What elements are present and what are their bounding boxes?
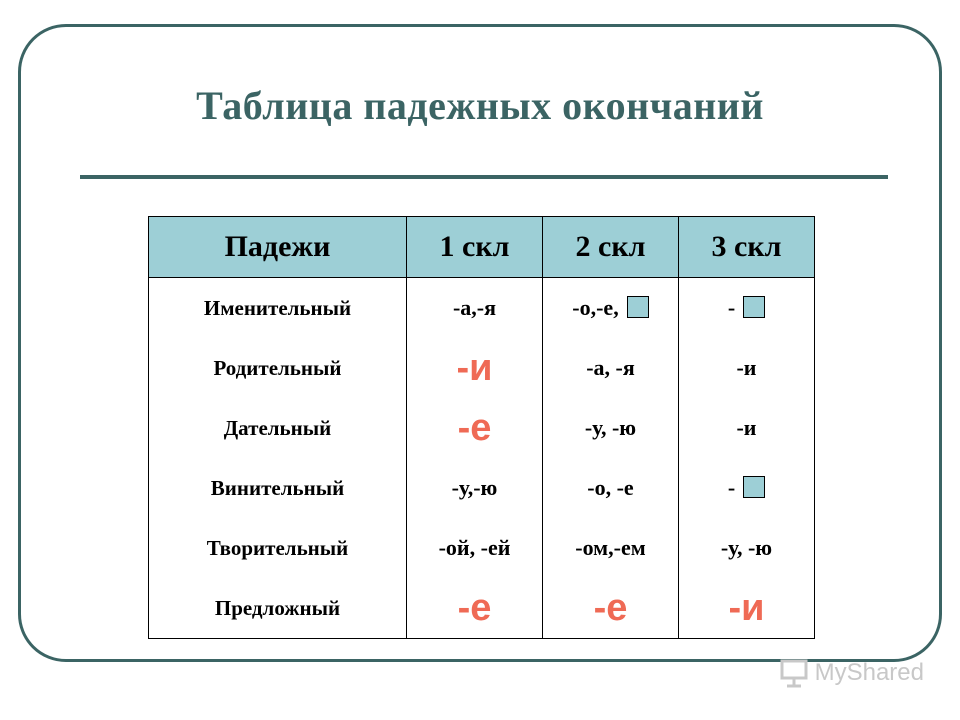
declension-1-cell bbox=[407, 578, 543, 639]
ending-text: -ой, -ей bbox=[438, 535, 511, 560]
table-row bbox=[149, 518, 815, 578]
declension-1-cell bbox=[407, 278, 543, 339]
ending-text: -и bbox=[736, 355, 757, 380]
ending-text: -а, -я bbox=[586, 355, 635, 380]
declension-1-cell bbox=[407, 398, 543, 458]
header-declension-2: 2 скл bbox=[543, 217, 679, 278]
ending-text: -е bbox=[457, 586, 492, 629]
case-endings-table bbox=[148, 216, 815, 639]
case-name-cell: Предложный bbox=[149, 578, 407, 639]
ending-text: -ом,-ем bbox=[575, 535, 646, 560]
case-name-cell: Творительный bbox=[149, 518, 407, 578]
header-declension-3: 3 скл bbox=[679, 217, 815, 278]
declension-3-cell bbox=[679, 578, 815, 639]
case-name-cell: Именительный bbox=[149, 278, 407, 339]
table-row bbox=[149, 338, 815, 398]
case-name-cell: Винительный bbox=[149, 458, 407, 518]
header-declension-1: 1 скл bbox=[407, 217, 543, 278]
declension-3-cell bbox=[679, 398, 815, 458]
table-row bbox=[149, 398, 815, 458]
case-name-cell: Родительный bbox=[149, 338, 407, 398]
table-header-row bbox=[149, 217, 815, 278]
ending-text: -о, -е bbox=[587, 475, 634, 500]
declension-2-cell bbox=[543, 278, 679, 339]
watermark-text: MyShared bbox=[814, 659, 924, 686]
declension-1-cell bbox=[407, 338, 543, 398]
declension-1-cell bbox=[407, 458, 543, 518]
ending-text: -а,-я bbox=[452, 295, 497, 320]
ending-text: -и bbox=[736, 415, 757, 440]
presentation-board-icon bbox=[779, 658, 809, 688]
table-body bbox=[149, 278, 815, 639]
declension-2-cell bbox=[543, 458, 679, 518]
case-name-cell: Дательный bbox=[149, 398, 407, 458]
declension-3-cell bbox=[679, 338, 815, 398]
table-row bbox=[149, 458, 815, 518]
ending-text: - bbox=[727, 475, 736, 500]
ending-text: -о,-е, bbox=[572, 295, 619, 320]
ending-text: -е bbox=[457, 406, 492, 449]
ending-text: - bbox=[727, 295, 736, 320]
ending-text: -и bbox=[728, 586, 765, 629]
ending-text: -е bbox=[593, 586, 628, 629]
header-cases: Падежи bbox=[149, 217, 407, 278]
ending-text: -у, -ю bbox=[584, 415, 637, 440]
declension-3-cell bbox=[679, 278, 815, 339]
declension-1-cell bbox=[407, 518, 543, 578]
table-row bbox=[149, 278, 815, 339]
declension-3-cell bbox=[679, 518, 815, 578]
title-underline bbox=[80, 175, 888, 179]
declension-2-cell bbox=[543, 518, 679, 578]
declension-3-cell bbox=[679, 458, 815, 518]
declension-2-cell bbox=[543, 398, 679, 458]
blank-box-icon bbox=[743, 296, 765, 318]
declension-2-cell bbox=[543, 578, 679, 639]
slide-title: Таблица падежных окончаний bbox=[196, 83, 764, 128]
ending-text: -у,-ю bbox=[451, 475, 498, 500]
watermark bbox=[779, 658, 924, 688]
declension-2-cell bbox=[543, 338, 679, 398]
ending-text: -и bbox=[456, 346, 493, 389]
ending-text: -у, -ю bbox=[720, 535, 773, 560]
table-row bbox=[149, 578, 815, 639]
blank-box-icon bbox=[627, 296, 649, 318]
blank-box-icon bbox=[743, 476, 765, 498]
